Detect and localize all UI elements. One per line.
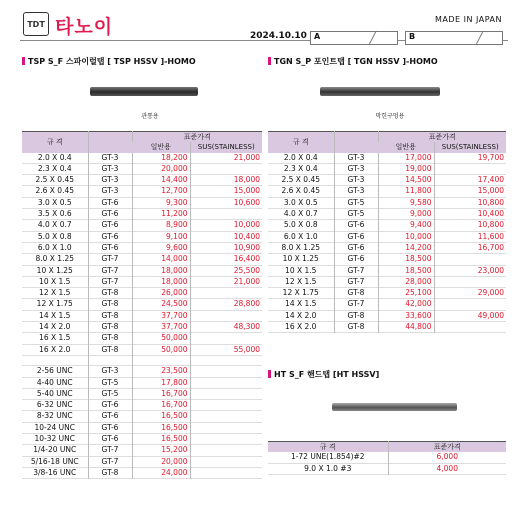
code-cell: GT-3 bbox=[88, 366, 132, 377]
price-cell: 50,000 bbox=[132, 333, 190, 344]
code-cell: GT-8 bbox=[88, 467, 132, 478]
price-cell: 11,800 bbox=[378, 186, 434, 197]
size-cell: 6.0 X 1.0 bbox=[283, 231, 318, 241]
table-row bbox=[22, 299, 262, 310]
date-label: 2024.10.10 bbox=[250, 31, 307, 41]
sus-price-cell bbox=[190, 434, 262, 445]
code-cell: GT-8 bbox=[334, 288, 378, 299]
code-cell: GT-6 bbox=[88, 411, 132, 422]
price-cell: 24,000 bbox=[132, 467, 190, 478]
price-cell: 25,100 bbox=[378, 288, 434, 299]
price-cell: 18,500 bbox=[378, 254, 434, 265]
size-cell: 5.0 X 0.8 bbox=[283, 220, 318, 230]
table-row bbox=[268, 463, 506, 474]
sus-price-cell bbox=[190, 456, 262, 467]
col-standard-price: 표준가격 bbox=[378, 132, 506, 143]
sus-price-cell: 11,600 bbox=[434, 231, 506, 242]
col-size: 규 격 bbox=[268, 132, 334, 153]
table-row bbox=[268, 452, 506, 463]
sus-price-cell: 49,000 bbox=[434, 310, 506, 321]
price-cell: 9,000 bbox=[378, 209, 434, 220]
sus-price-cell bbox=[190, 209, 262, 220]
sus-price-cell bbox=[190, 366, 262, 377]
size-cell: 10-24 UNC bbox=[34, 422, 75, 432]
price-cell: 9,600 bbox=[132, 242, 190, 253]
sus-price-cell: 10,400 bbox=[190, 231, 262, 242]
code-cell: GT-8 bbox=[334, 322, 378, 333]
table-row bbox=[268, 265, 506, 276]
sus-price-cell: 21,000 bbox=[190, 153, 262, 164]
table-row bbox=[268, 254, 506, 265]
slash-icon: ╱ bbox=[476, 31, 484, 45]
table-row bbox=[22, 175, 262, 186]
size-cell: 6-32 UNC bbox=[36, 400, 73, 410]
table-row bbox=[22, 163, 262, 174]
table-row bbox=[268, 276, 506, 287]
code-cell: GT-7 bbox=[88, 276, 132, 287]
price-cell: 23,500 bbox=[132, 366, 190, 377]
price-cell: 16,500 bbox=[132, 434, 190, 445]
price-cell: 18,000 bbox=[132, 265, 190, 276]
price-cell: 16,700 bbox=[132, 388, 190, 399]
code-cell bbox=[88, 355, 132, 365]
price-cell: 17,000 bbox=[378, 153, 434, 164]
table-row bbox=[268, 197, 506, 208]
sus-price-cell: 10,900 bbox=[190, 242, 262, 253]
col-sus: SUS(STAINLESS) bbox=[434, 142, 506, 152]
table-row bbox=[22, 377, 262, 388]
price-cell: 42,000 bbox=[378, 299, 434, 310]
code-cell: GT-7 bbox=[88, 254, 132, 265]
size-cell: 16 X 1.5 bbox=[39, 333, 71, 343]
code-cell: GT-3 bbox=[334, 163, 378, 174]
sus-price-cell: 18,000 bbox=[190, 175, 262, 186]
code-cell: GT-5 bbox=[334, 209, 378, 220]
table-row bbox=[22, 344, 262, 355]
code-cell: GT-3 bbox=[334, 153, 378, 164]
col-general: 일반용 bbox=[132, 142, 190, 152]
spiral-tap-image bbox=[90, 87, 198, 96]
col-standard-price: 표준가격 bbox=[388, 442, 506, 453]
size-cell: 14 X 2.0 bbox=[39, 322, 71, 332]
sus-price-cell: 10,000 bbox=[190, 220, 262, 231]
table-row bbox=[268, 220, 506, 231]
code-cell: GT-6 bbox=[88, 242, 132, 253]
table-row bbox=[22, 276, 262, 287]
sus-price-cell: 21,000 bbox=[190, 276, 262, 287]
col-code-blank bbox=[334, 132, 378, 153]
code-cell: GT-7 bbox=[334, 265, 378, 276]
code-cell: GT-6 bbox=[88, 422, 132, 433]
col-standard-price: 표준가격 bbox=[132, 132, 262, 143]
code-cell: GT-8 bbox=[88, 299, 132, 310]
table-row bbox=[22, 231, 262, 242]
code-cell: GT-8 bbox=[88, 310, 132, 321]
size-cell: 10 X 1.25 bbox=[36, 265, 73, 275]
size-cell: 14 X 2.0 bbox=[285, 310, 317, 320]
table-row bbox=[22, 422, 262, 433]
size-cell: 10 X 1.5 bbox=[39, 276, 71, 286]
price-cell: 19,000 bbox=[378, 163, 434, 174]
table-row bbox=[22, 310, 262, 321]
price-cell: 10,000 bbox=[378, 231, 434, 242]
code-cell: GT-6 bbox=[88, 434, 132, 445]
table-row bbox=[268, 231, 506, 242]
made-in-label: MADE IN JAPAN bbox=[435, 15, 502, 24]
table-row bbox=[22, 242, 262, 253]
price-cell: 16,700 bbox=[132, 400, 190, 411]
size-cell: 2-56 UNC bbox=[36, 366, 73, 376]
code-cell: GT-3 bbox=[88, 153, 132, 164]
code-cell: GT-8 bbox=[334, 310, 378, 321]
size-cell: 8.0 X 1.25 bbox=[281, 242, 321, 252]
price-cell: 18,000 bbox=[132, 276, 190, 287]
code-cell: GT-8 bbox=[88, 344, 132, 355]
code-cell: GT-8 bbox=[88, 322, 132, 333]
size-cell: 2.6 X 0.45 bbox=[35, 186, 75, 196]
code-cell: GT-5 bbox=[88, 388, 132, 399]
table-row bbox=[22, 186, 262, 197]
table-row bbox=[268, 186, 506, 197]
table-row bbox=[22, 197, 262, 208]
box-a-label: A bbox=[314, 32, 321, 41]
code-cell: GT-6 bbox=[88, 220, 132, 231]
price-cell: 9,580 bbox=[378, 197, 434, 208]
size-cell: 8.0 X 1.25 bbox=[35, 254, 75, 264]
sus-price-cell: 28,800 bbox=[190, 299, 262, 310]
sus-price-cell: 17,400 bbox=[434, 175, 506, 186]
box-b-label: B bbox=[409, 32, 416, 41]
sus-price-cell bbox=[434, 276, 506, 287]
point-tap-table bbox=[268, 131, 506, 333]
code-cell: GT-5 bbox=[88, 377, 132, 388]
size-cell: 10-32 UNC bbox=[34, 434, 75, 444]
size-cell: 2.0 X 0.4 bbox=[283, 152, 318, 162]
size-cell: 12 X 1.5 bbox=[39, 288, 71, 298]
sus-price-cell bbox=[190, 288, 262, 299]
price-cell: 8,900 bbox=[132, 220, 190, 231]
section-title-spiral: TSP S_F 스파이럴탭 [ TSP HSSV ]-HOMO bbox=[22, 56, 196, 67]
table-row bbox=[22, 388, 262, 399]
sus-price-cell: 10,400 bbox=[434, 209, 506, 220]
price-cell: 37,700 bbox=[132, 310, 190, 321]
table-row bbox=[268, 175, 506, 186]
section-title-point: TGN S_P 포인트탭 [ TGN HSSV ]-HOMO bbox=[268, 56, 438, 67]
size-cell: 2.0 X 0.4 bbox=[37, 152, 72, 162]
sus-price-cell: 15,000 bbox=[190, 186, 262, 197]
size-cell: 12 X 1.75 bbox=[36, 299, 73, 309]
price-cell: 20,000 bbox=[132, 456, 190, 467]
table-row bbox=[22, 355, 262, 365]
price-cell: 14,200 bbox=[378, 242, 434, 253]
sus-price-cell bbox=[190, 163, 262, 174]
company-logo: TDT bbox=[23, 12, 49, 36]
code-cell: GT-6 bbox=[334, 231, 378, 242]
size-cell: 14 X 1.5 bbox=[39, 310, 71, 320]
col-general: 일반용 bbox=[378, 142, 434, 152]
sus-price-cell bbox=[190, 333, 262, 344]
price-cell: 14,000 bbox=[132, 254, 190, 265]
code-cell: GT-6 bbox=[334, 242, 378, 253]
slash-icon: ╱ bbox=[369, 31, 377, 45]
size-cell: 16 X 2.0 bbox=[39, 344, 71, 354]
price-cell: 9,300 bbox=[132, 197, 190, 208]
code-cell: GT-3 bbox=[88, 163, 132, 174]
sus-price-cell bbox=[190, 377, 262, 388]
price-cell: 16,500 bbox=[132, 411, 190, 422]
section-title-hand: HT S_F 핸드탭 [HT HSSV] bbox=[268, 369, 379, 380]
table-row bbox=[268, 288, 506, 299]
size-cell: 4-40 UNC bbox=[36, 377, 73, 387]
price-cell: 37,700 bbox=[132, 322, 190, 333]
table-row bbox=[268, 153, 506, 164]
point-tap-image bbox=[320, 87, 440, 96]
caption-spiral: 관통용 bbox=[141, 113, 159, 120]
sus-price-cell bbox=[434, 299, 506, 310]
price-cell: 24,500 bbox=[132, 299, 190, 310]
box-a bbox=[310, 31, 398, 45]
col-code-blank bbox=[88, 132, 132, 153]
price-cell: 33,600 bbox=[378, 310, 434, 321]
code-cell: GT-7 bbox=[88, 445, 132, 456]
size-cell: 2.3 X 0.4 bbox=[283, 163, 318, 173]
sus-price-cell bbox=[190, 355, 262, 365]
size-cell: 4.0 X 0.7 bbox=[37, 220, 72, 230]
price-cell: 6,000 bbox=[388, 452, 506, 463]
sus-price-cell: 15,000 bbox=[434, 186, 506, 197]
price-cell: 9,100 bbox=[132, 231, 190, 242]
size-cell: 3.0 X 0.5 bbox=[37, 197, 72, 207]
sus-price-cell: 29,000 bbox=[434, 288, 506, 299]
box-b bbox=[405, 31, 503, 45]
size-cell: 9.0 X 1.0 #3 bbox=[304, 463, 352, 473]
price-cell: 18,200 bbox=[132, 153, 190, 164]
size-cell: 5/16-18 UNC bbox=[30, 456, 79, 466]
sus-price-cell: 25,500 bbox=[190, 265, 262, 276]
table-row bbox=[22, 411, 262, 422]
table-row bbox=[268, 310, 506, 321]
size-cell: 1/4-20 UNC bbox=[33, 445, 77, 455]
size-cell: 3.5 X 0.6 bbox=[37, 209, 72, 219]
sus-price-cell: 48,300 bbox=[190, 322, 262, 333]
size-cell: 16 X 2.0 bbox=[285, 322, 317, 332]
code-cell: GT-3 bbox=[88, 186, 132, 197]
size-cell: 5.0 X 0.8 bbox=[37, 231, 72, 241]
table-row bbox=[22, 209, 262, 220]
code-cell: GT-8 bbox=[88, 333, 132, 344]
sus-price-cell bbox=[434, 254, 506, 265]
spiral-tap-table bbox=[22, 131, 262, 479]
size-cell bbox=[22, 355, 88, 365]
size-cell: 3.0 X 0.5 bbox=[283, 197, 318, 207]
col-sus: SUS(STAINLESS) bbox=[190, 142, 262, 152]
sus-price-cell: 16,400 bbox=[190, 254, 262, 265]
table-row bbox=[268, 242, 506, 253]
size-cell: 3/8-16 UNC bbox=[33, 467, 77, 477]
code-cell: GT-6 bbox=[334, 254, 378, 265]
col-size: 규 격 bbox=[22, 132, 88, 153]
code-cell: GT-3 bbox=[334, 175, 378, 186]
table-row bbox=[22, 456, 262, 467]
sus-price-cell: 19,700 bbox=[434, 153, 506, 164]
code-cell: GT-7 bbox=[334, 276, 378, 287]
table-row bbox=[22, 366, 262, 377]
table-row bbox=[22, 322, 262, 333]
table-row bbox=[268, 209, 506, 220]
price-cell: 16,500 bbox=[132, 422, 190, 433]
sus-price-cell: 10,800 bbox=[434, 197, 506, 208]
code-cell: GT-6 bbox=[88, 209, 132, 220]
sus-price-cell bbox=[434, 322, 506, 333]
size-cell: 8-32 UNC bbox=[36, 411, 73, 421]
sus-price-cell bbox=[190, 422, 262, 433]
brand-name: 타노이 bbox=[55, 16, 114, 38]
code-cell: GT-6 bbox=[334, 220, 378, 231]
col-size: 규 격 bbox=[268, 442, 388, 453]
size-cell: 12 X 1.5 bbox=[285, 276, 317, 286]
code-cell: GT-3 bbox=[88, 175, 132, 186]
table-row bbox=[22, 265, 262, 276]
size-cell: 2.5 X 0.45 bbox=[35, 175, 75, 185]
sus-price-cell: 55,000 bbox=[190, 344, 262, 355]
code-cell: GT-6 bbox=[88, 231, 132, 242]
price-cell: 50,000 bbox=[132, 344, 190, 355]
size-cell: 6.0 X 1.0 bbox=[37, 242, 72, 252]
code-cell: GT-7 bbox=[88, 456, 132, 467]
sus-price-cell bbox=[190, 411, 262, 422]
sus-price-cell bbox=[434, 163, 506, 174]
sus-price-cell: 10,600 bbox=[190, 197, 262, 208]
code-cell: GT-7 bbox=[88, 265, 132, 276]
price-cell: 11,200 bbox=[132, 209, 190, 220]
table-row bbox=[22, 220, 262, 231]
sus-price-cell bbox=[190, 388, 262, 399]
price-cell bbox=[132, 355, 190, 365]
size-cell: 14 X 1.5 bbox=[285, 299, 317, 309]
sus-price-cell bbox=[190, 400, 262, 411]
size-cell: 5-40 UNC bbox=[36, 388, 73, 398]
sus-price-cell: 16,700 bbox=[434, 242, 506, 253]
table-row bbox=[22, 333, 262, 344]
size-cell: 1-72 UNE(1.854)#2 bbox=[290, 452, 365, 462]
size-cell: 10 X 1.25 bbox=[282, 254, 319, 264]
sus-price-cell: 23,000 bbox=[434, 265, 506, 276]
size-cell: 2.6 X 0.45 bbox=[281, 186, 321, 196]
price-cell: 12,700 bbox=[132, 186, 190, 197]
price-cell: 14,500 bbox=[378, 175, 434, 186]
price-cell: 26,000 bbox=[132, 288, 190, 299]
table-row bbox=[22, 400, 262, 411]
table-row bbox=[268, 322, 506, 333]
size-cell: 4.0 X 0.7 bbox=[283, 209, 318, 219]
sus-price-cell: 10,800 bbox=[434, 220, 506, 231]
table-row bbox=[268, 299, 506, 310]
price-cell: 15,200 bbox=[132, 445, 190, 456]
code-cell: GT-6 bbox=[88, 197, 132, 208]
size-cell: 10 X 1.5 bbox=[285, 265, 317, 275]
code-cell: GT-5 bbox=[334, 197, 378, 208]
code-cell: GT-3 bbox=[334, 186, 378, 197]
code-cell: GT-6 bbox=[88, 400, 132, 411]
size-cell: 2.5 X 0.45 bbox=[281, 175, 321, 185]
size-cell: 2.3 X 0.4 bbox=[37, 163, 72, 173]
code-cell: GT-8 bbox=[88, 288, 132, 299]
price-cell: 4,000 bbox=[388, 463, 506, 474]
size-cell: 12 X 1.75 bbox=[282, 288, 319, 298]
table-row bbox=[22, 254, 262, 265]
table-row bbox=[22, 153, 262, 164]
price-cell: 20,000 bbox=[132, 163, 190, 174]
price-cell: 28,000 bbox=[378, 276, 434, 287]
table-row bbox=[22, 467, 262, 478]
price-cell: 9,400 bbox=[378, 220, 434, 231]
sus-price-cell bbox=[190, 445, 262, 456]
price-cell: 17,800 bbox=[132, 377, 190, 388]
sus-price-cell bbox=[190, 310, 262, 321]
table-row bbox=[22, 288, 262, 299]
hand-tap-image bbox=[332, 403, 457, 411]
price-cell: 44,800 bbox=[378, 322, 434, 333]
code-cell: GT-7 bbox=[334, 299, 378, 310]
hand-tap-table bbox=[268, 441, 506, 475]
price-cell: 18,500 bbox=[378, 265, 434, 276]
price-cell: 14,400 bbox=[132, 175, 190, 186]
sus-price-cell bbox=[190, 467, 262, 478]
table-row bbox=[268, 163, 506, 174]
table-row bbox=[22, 434, 262, 445]
caption-point: 막힌구멍용 bbox=[375, 113, 405, 120]
table-row bbox=[22, 445, 262, 456]
